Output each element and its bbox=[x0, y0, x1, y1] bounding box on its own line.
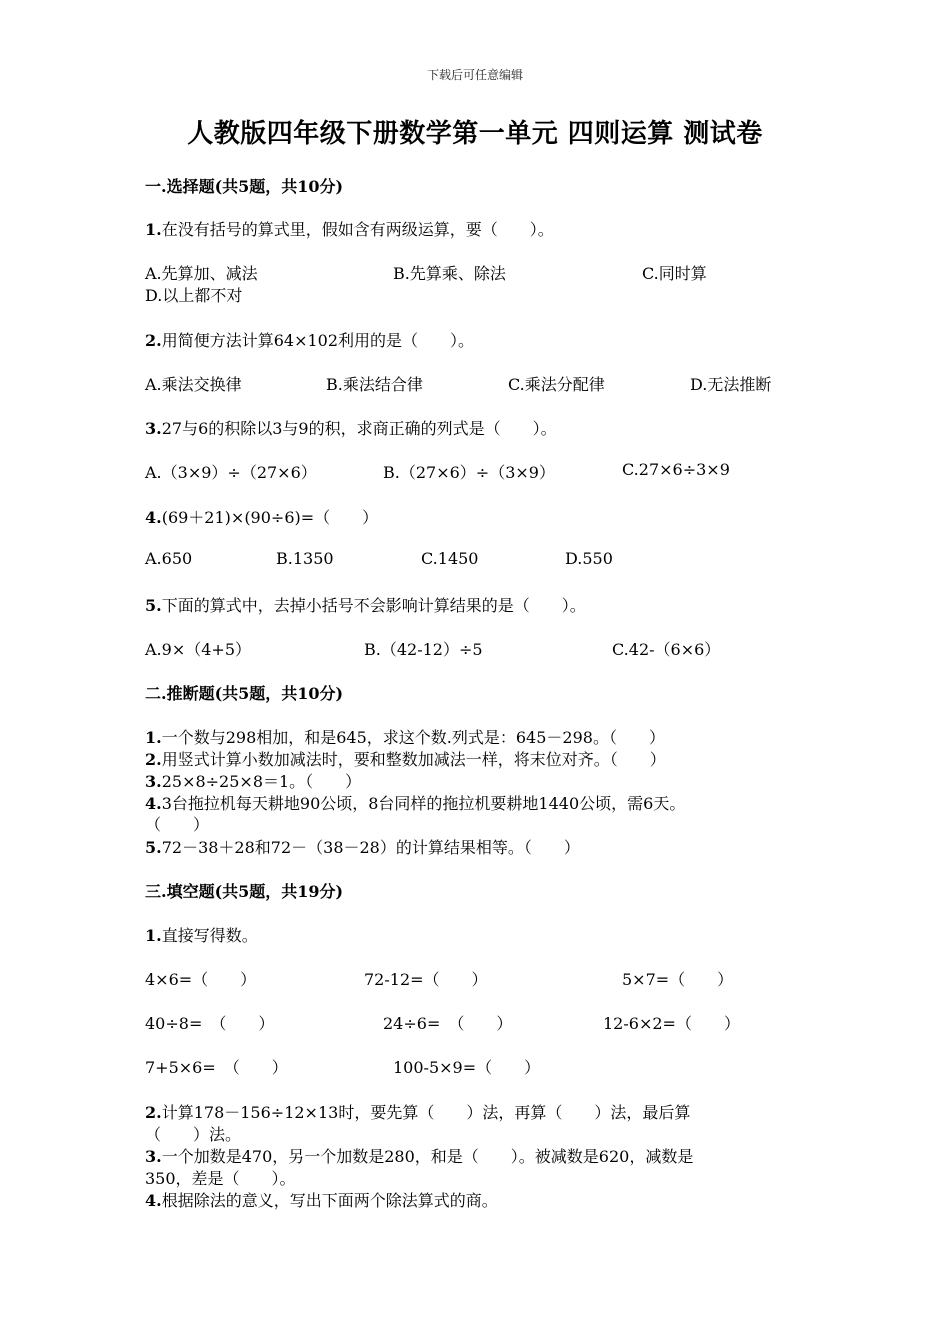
section-heading-judge: 二.推断题(共5题，共10分) bbox=[145, 684, 344, 703]
question-text: (69＋21)×(90÷6)=（ ） bbox=[161, 508, 379, 527]
question-text: 72－38＋28和72－（38－28）的计算结果相等。（ ） bbox=[161, 838, 580, 857]
fill-question-3 bbox=[145, 1144, 693, 1167]
question-text: 用简便方法计算64×102利用的是（ ）。 bbox=[161, 331, 475, 350]
fill-question-2-continuation: （ ）法。 bbox=[145, 1125, 242, 1144]
question-number: 2. bbox=[145, 331, 162, 350]
calc-item: 12-6×2=（ ） bbox=[603, 1014, 740, 1033]
calc-item: 5×7=（ ） bbox=[622, 970, 734, 989]
question-text: 3台拖拉机每天耕地90公顷，8台同样的拖拉机要耕地1440公顷，需6天。 bbox=[161, 794, 686, 813]
section-heading-choice: 一.选择题(共5题，共10分) bbox=[145, 177, 344, 196]
judge-question-4 bbox=[145, 791, 685, 814]
choice-option: C.同时算 bbox=[642, 264, 707, 283]
question-text: 在没有括号的算式里，假如含有两级运算，要（ ）。 bbox=[161, 220, 554, 239]
judge-question-4-continuation: （ ） bbox=[145, 815, 210, 834]
fill-question-2 bbox=[145, 1100, 690, 1123]
question-number: 4. bbox=[145, 508, 162, 527]
choice-option: B.1350 bbox=[276, 549, 334, 568]
choice-option: A.乘法交换律 bbox=[145, 375, 242, 394]
choice-option: C.乘法分配律 bbox=[508, 375, 605, 394]
question-number: 1. bbox=[145, 728, 162, 747]
fill-question-4 bbox=[145, 1188, 498, 1211]
calc-item: 40÷8= （ ） bbox=[145, 1014, 275, 1033]
judge-question-5 bbox=[145, 835, 580, 858]
question-number: 3. bbox=[145, 772, 162, 791]
page-title: 人教版四年级下册数学第一单元 四则运算 测试卷 bbox=[187, 119, 763, 149]
choice-option: C.42-（6×6） bbox=[612, 640, 721, 659]
question-text: 直接写得数。 bbox=[161, 926, 258, 945]
choice-option: C.27×6÷3×9 bbox=[622, 460, 730, 479]
calc-item: 72-12=（ ） bbox=[364, 970, 488, 989]
question-number: 1. bbox=[145, 926, 162, 945]
question-number: 4. bbox=[145, 1191, 162, 1210]
judge-question-2 bbox=[145, 747, 666, 770]
question-number: 3. bbox=[145, 1147, 162, 1166]
question-text: 一个加数是470，另一个加数是280，和是（ ）。被减数是620，减数是 bbox=[161, 1147, 694, 1166]
judge-question-1 bbox=[145, 725, 665, 748]
fill-question-1 bbox=[145, 923, 258, 946]
question-number: 2. bbox=[145, 750, 162, 769]
choice-question-2 bbox=[145, 328, 474, 351]
question-number: 1. bbox=[145, 220, 162, 239]
choice-option: B.乘法结合律 bbox=[326, 375, 423, 394]
page-header: 下载后可任意编辑 bbox=[426, 68, 523, 82]
question-text: 计算178－156÷12×13时，要先算（ ）法，再算（ ）法，最后算 bbox=[161, 1103, 691, 1122]
choice-option: C.1450 bbox=[421, 549, 479, 568]
question-number: 3. bbox=[145, 419, 162, 438]
choice-option: A.（3×9）÷（27×6） bbox=[145, 463, 317, 482]
section-heading-fill: 三.填空题(共5题，共19分) bbox=[145, 882, 344, 901]
question-text: 一个数与298相加，和是645，求这个数.列式是：645－298。（ ） bbox=[161, 728, 665, 747]
choice-option: A.650 bbox=[145, 549, 193, 568]
choice-option: A.9×（4+5） bbox=[145, 640, 251, 659]
question-text: 25×8÷25×8＝1。（ ） bbox=[161, 772, 362, 791]
question-text: 下面的算式中，去掉小括号不会影响计算结果的是（ ）。 bbox=[161, 596, 586, 615]
fill-question-3-continuation: 350，差是（ ）。 bbox=[145, 1169, 296, 1188]
choice-question-4 bbox=[145, 505, 378, 528]
choice-option: A.先算加、减法 bbox=[145, 264, 258, 283]
question-number: 5. bbox=[145, 596, 162, 615]
question-text: 27与6的积除以3与9的积，求商正确的列式是（ ）。 bbox=[161, 419, 557, 438]
choice-option: B.先算乘、除法 bbox=[393, 264, 506, 283]
question-text: 用竖式计算小数加减法时，要和整数加减法一样，将末位对齐。（ ） bbox=[161, 750, 666, 769]
calc-item: 24÷6= （ ） bbox=[383, 1014, 513, 1033]
choice-option: D.550 bbox=[565, 549, 613, 568]
choice-option: D.以上都不对 bbox=[145, 286, 243, 305]
choice-option: B.（27×6）÷（3×9） bbox=[383, 463, 555, 482]
calc-item: 100-5×9=（ ） bbox=[393, 1058, 541, 1077]
choice-question-3 bbox=[145, 416, 557, 439]
choice-question-5 bbox=[145, 593, 586, 616]
choice-option: D.无法推断 bbox=[690, 375, 772, 394]
choice-question-1 bbox=[145, 217, 554, 240]
choice-option: B.（42-12）÷5 bbox=[364, 640, 483, 659]
question-text: 根据除法的意义，写出下面两个除法算式的商。 bbox=[161, 1191, 498, 1210]
question-number: 2. bbox=[145, 1103, 162, 1122]
judge-question-3 bbox=[145, 769, 361, 792]
calc-item: 7+5×6= （ ） bbox=[145, 1058, 288, 1077]
question-number: 5. bbox=[145, 838, 162, 857]
calc-item: 4×6=（ ） bbox=[145, 970, 257, 989]
question-number: 4. bbox=[145, 794, 162, 813]
